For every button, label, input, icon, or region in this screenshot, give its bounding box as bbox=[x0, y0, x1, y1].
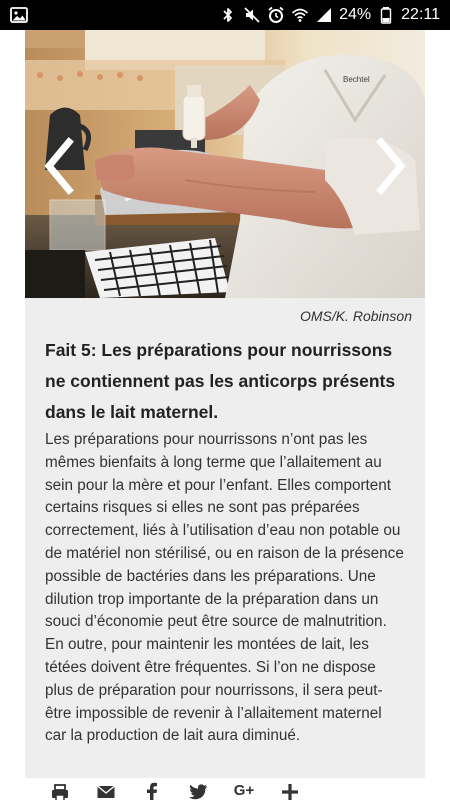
svg-text:Bechtel: Bechtel bbox=[343, 75, 370, 84]
chevron-right-icon bbox=[371, 136, 411, 196]
mute-icon bbox=[243, 6, 261, 24]
share-bar bbox=[25, 782, 425, 800]
email-button[interactable] bbox=[83, 782, 129, 800]
image-notification-icon bbox=[10, 6, 28, 24]
clock: 22:11 bbox=[401, 6, 440, 23]
status-bar-left bbox=[10, 6, 28, 24]
google-plus-icon: G+ bbox=[233, 782, 255, 799]
google-plus-button[interactable] bbox=[221, 782, 267, 800]
chevron-left-icon bbox=[39, 136, 79, 196]
slide-body: Les préparations pour nourrissons n’ont pas les mêmes bienfaits à long terme que l’allaitement au sein pour la mère et pour l’enfant. Elles comportent certains risques si elles ne sont pas préparées correctement, liés à l’utilisation d’eau non potable ou de matériel non stérilisé, ou en raison de la présence possible de bactéries dans les préparations. Une dilution trop importante de la préparation dans un souci d’économie peut être source de malnutrition. En outre, pour maintenir les montées de lait, les tétées doivent être fréquentes. Si l’on ne dispose plus de préparation pour nourrissons, il sera peut-être impossible de revenir à l’allaitement maternel car la production de lait aura diminué. bbox=[45, 431, 404, 745]
slide-photo bbox=[25, 30, 425, 298]
status-bar-right bbox=[219, 6, 440, 24]
twitter-button[interactable] bbox=[175, 782, 221, 800]
slide-content bbox=[25, 335, 425, 748]
more-share-button[interactable] bbox=[267, 782, 313, 800]
previous-slide-button[interactable] bbox=[37, 134, 81, 198]
print-button[interactable] bbox=[37, 782, 83, 800]
twitter-icon bbox=[188, 782, 208, 800]
bluetooth-icon bbox=[219, 6, 237, 24]
slide-card bbox=[25, 30, 425, 778]
more-icon bbox=[280, 782, 300, 800]
photo-credit: OMS/K. Robinson bbox=[299, 308, 412, 324]
next-slide-button[interactable] bbox=[369, 134, 413, 198]
facebook-icon bbox=[142, 782, 162, 800]
print-icon bbox=[50, 782, 70, 800]
email-icon bbox=[96, 782, 116, 800]
status-bar bbox=[0, 0, 450, 30]
slide-title: Fait 5: Les préparations pour nourrissons ne contiennent pas les anticorps présents dans le lait maternel. bbox=[45, 340, 396, 422]
alarm-icon bbox=[267, 6, 285, 24]
signal-icon bbox=[315, 6, 333, 24]
wifi-icon bbox=[291, 6, 309, 24]
battery-percent: 24% bbox=[339, 6, 372, 23]
facebook-button[interactable] bbox=[129, 782, 175, 800]
battery-icon bbox=[377, 6, 395, 24]
